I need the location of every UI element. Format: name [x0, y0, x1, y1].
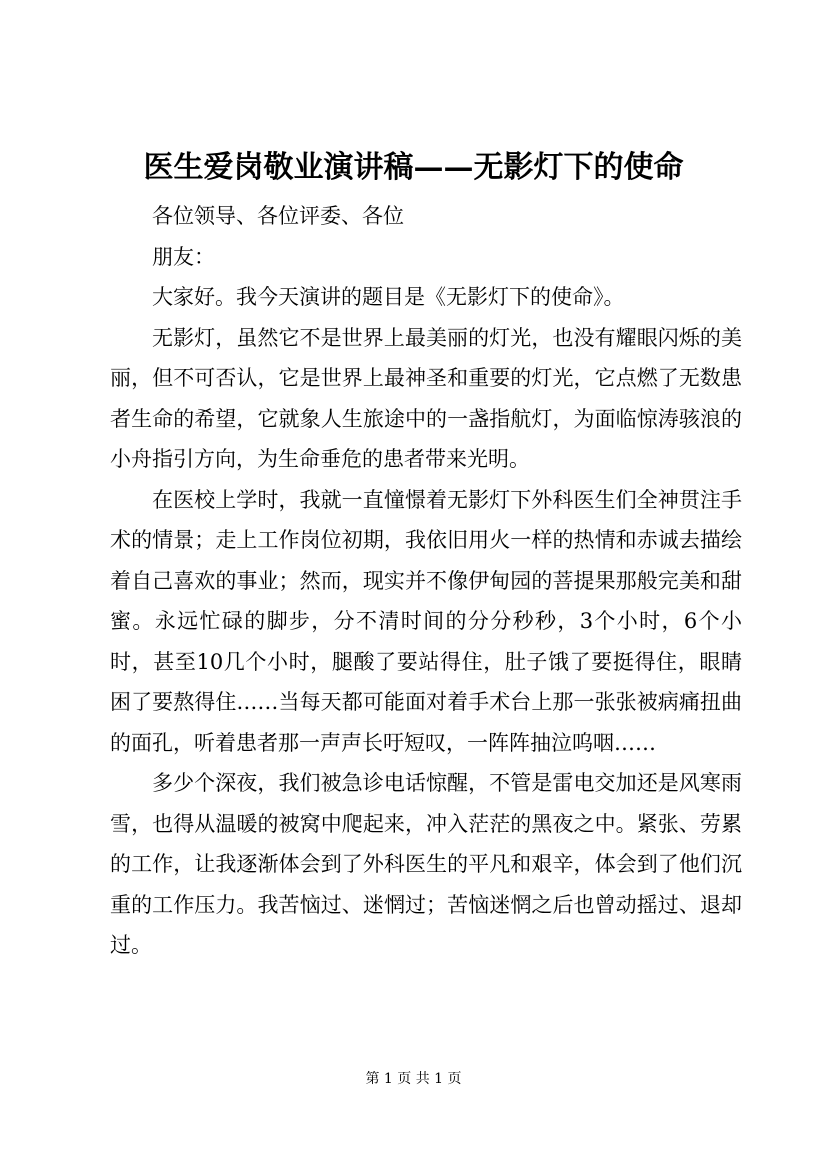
document-body: [110, 196, 742, 966]
page-footer: 第 1 页 共 1 页: [365, 1071, 462, 1087]
paragraph-lamp: 无影灯，虽然它不是世界上最美丽的灯光，也没有耀眼闪烁的美丽，但不可否认，它是世界上最神圣和重要的灯光，它点燃了无数患者生命的希望，它就象人生旅途中的一盏指航灯，为面临惊涛骇浪的小舟指引方向，为生命垂危的患者带来光明。: [110, 325, 742, 471]
paragraph-greeting-cont: 朋友：: [152, 244, 215, 269]
paragraph-intro: 大家好。我今天演讲的题目是《无影灯下的使命》。: [152, 285, 625, 309]
paragraph-nights: 多少个深夜，我们被急诊电话惊醒，不管是雷电交加还是风寒雨雪，也得从温暖的被窝中爬起来，冲入茫茫的黑夜之中。紧张、劳累的工作，让我逐渐体会到了外科医生的平凡和艰辛，体会到了他们沉重的工作压力。我苦恼过、迷惘过；苦恼迷惘之后也曾动摇过、退却过。: [110, 771, 742, 957]
paragraph-greeting: 各位领导、各位评委、各位: [152, 204, 404, 228]
document-title: 医生爱岗敬业演讲稿——无影灯下的使命: [143, 150, 684, 185]
paragraph-school: 在医校上学时，我就一直憧憬着无影灯下外科医生们全神贯注手术的情景；走上工作岗位初期，我依旧用火一样的热情和赤诚去描绘着自己喜欢的事业；然而，现实并不像伊甸园的菩提果那般完美和甜蜜。永远忙碌的脚步，分不清时间的分分秒秒，3个小时，6个小时，甚至10几个小时，腿酸了要站得住，肚子饿了要挺得住，眼睛困了要熬得住……当每天都可能面对着手术台上那一张张被病痛扭曲的面孔，听着患者那一声声长吁短叹，一阵阵抽泣呜咽……: [110, 487, 742, 755]
